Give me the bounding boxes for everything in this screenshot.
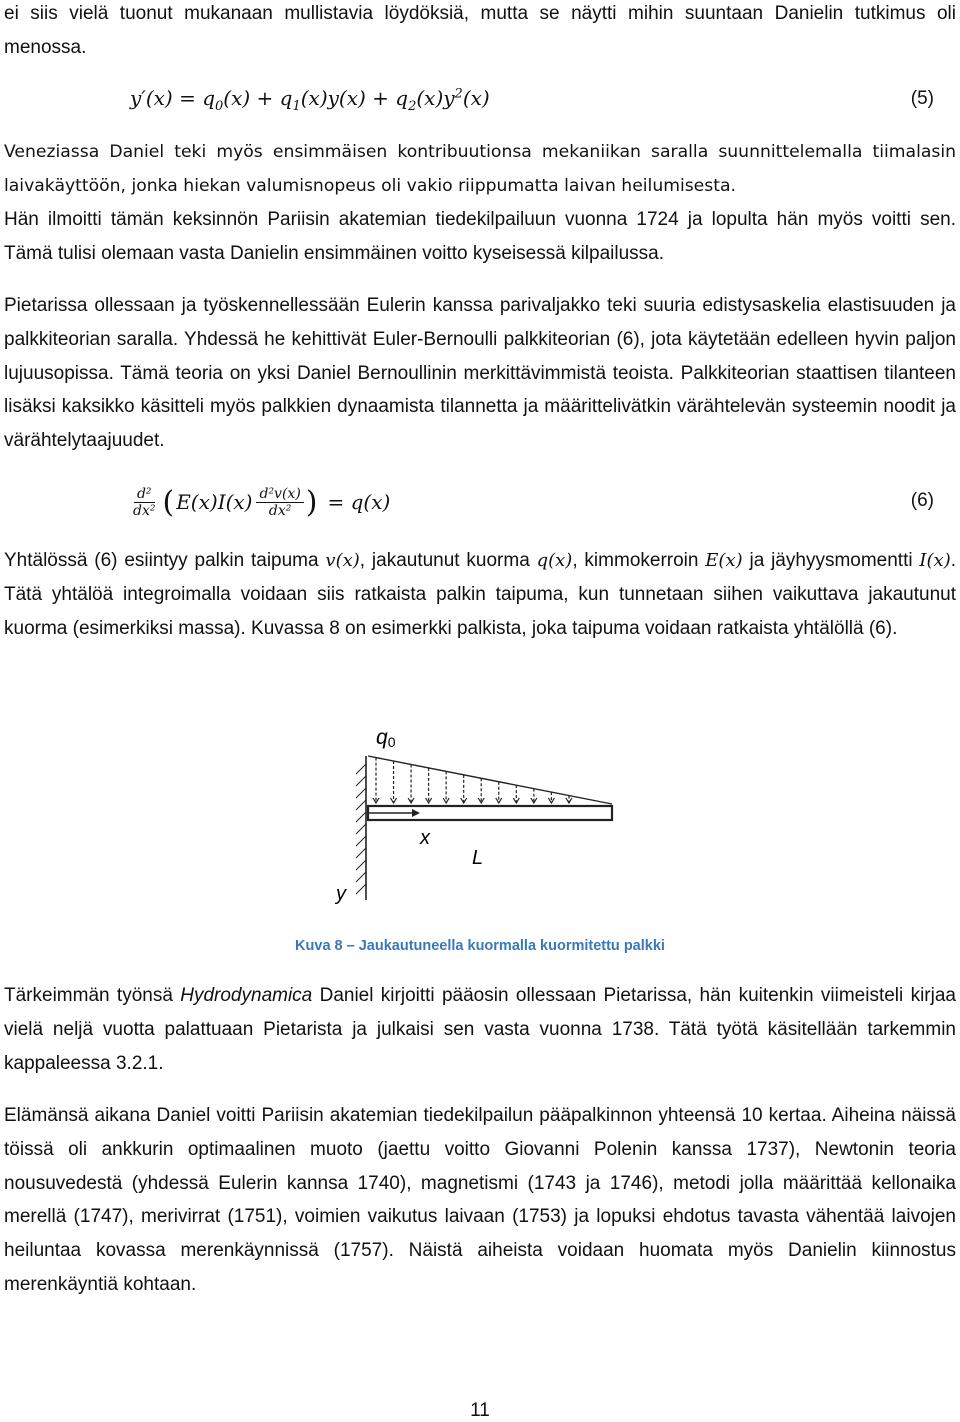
distributed-load-line bbox=[368, 756, 612, 804]
length-label: L bbox=[472, 847, 484, 869]
load-label: q0 bbox=[376, 726, 396, 750]
x-label: x bbox=[420, 827, 430, 849]
page-number: 11 bbox=[470, 1400, 490, 1421]
figure-caption: Kuva 8 – Jaukautuneella kuormalla kuormitettu palkki bbox=[295, 938, 665, 954]
equation-6-number: (6) bbox=[910, 490, 934, 511]
load-arrowhead bbox=[566, 798, 572, 803]
paragraph-venezia: Veneziassa Daniel teki myös ensimmäisen kontribuutionsa mekaniikan saralla suunnittelemalla tiimalasin laivakäyttöön, jonka hiekan valumisnopeus oli vakio riippumatta laivan heilumisesta. bbox=[4, 142, 956, 196]
paragraph-hydrodynamica: Tärkeimmän työnsä Hydrodynamica Daniel kirjoitti pääosin ollessaan Pietarissa, hän kuitenkin viimeisteli kirjaa vielä neljä vuotta palattuaan Pietarista ja julkaisi sen vasta vuonna 1738. Tätä työtä käsitellään tarkemmin kappaleessa 3.2.1. bbox=[4, 985, 956, 1074]
y-label: y bbox=[336, 883, 346, 905]
equation-5-number: (5) bbox=[910, 88, 934, 109]
paragraph-intro-continuation: ei siis vielä tuonut mukanaan mullistavia löydöksiä, mutta se näytti mihin suuntaan Danielin tutkimus oli menossa. bbox=[4, 3, 956, 58]
equation-6 bbox=[0, 478, 960, 528]
wall-hatching bbox=[356, 764, 366, 894]
equation-6-inner-fraction: $\frac{\text{d²v(x)}}{\text{dx²}}$ bbox=[256, 486, 303, 519]
equation-5-body: $y'(x) = q_0(x) + q_1(x)y(x) + q_2(x)y^2(x)$ bbox=[130, 86, 490, 114]
book-title: Hydrodynamica bbox=[180, 985, 313, 1006]
paragraph-pariisi-1724: Hän ilmoitti tämän keksinnön Pariisin akatemian tiedekilpailuun vuonna 1724 ja lopulta hän myös voitti sen. Tämä tulisi olemaan vasta Danielin ensimmäinen voitto kyseisessä kilpailussa. bbox=[4, 209, 956, 264]
paragraph-palkinnot: Elämänsä aikana Daniel voitti Pariisin akatemian tiedekilpailun pääpalkinnon yhteensä 10 kertaa. Aiheina näissä töissä oli ankkurin optimaalinen muoto (jaettu voitto Giovanni Polenin kanssa 1737), Newtonin teoria nousuvedestä (yhdessä Eulerin kannsa 1740), magnetismi (1743 ja 1746), metodi jolla määrittää kellonaika merellä (1747), merivirrat (1751), voimien vaikutus laivaan (1753) ja lopuksi ehdotus tavasta vähentää laivojen heiluntaa kovassa merenkäynnissä (1757). Näistä aiheista voidaan huomata myös Danielin kiinnostus merenkäyntiä kohtaan. bbox=[4, 1105, 956, 1295]
beam-figure bbox=[300, 720, 640, 920]
paragraph-pietari-euler: Pietarissa ollessaan ja työskennellessään Eulerin kanssa parivaljakko teki suuria edistysaskelia elastisuuden ja palkkiteorian saralla. Yhdessä he kehittivät Euler-Bernoulli palkkiteorian (6), jota käytetään edelleen hyvin paljon lujuusopissa. Tämä teoria on yksi Daniel Bernoullinin merkittävimmistä teoista. Palkkiteorian staattisen tilanteen lisäksi kaksikko käsitteli myös palkkien dynaamista tilannetta ja määrittelivätkin värähtelevän systeemin noodit ja värähtelytaajuudet. bbox=[4, 295, 956, 452]
equation-6-outer-fraction: $\frac{\text{d²}}{\text{dx²}}$ bbox=[133, 485, 156, 519]
paragraph-yhtalo-6: Yhtälössä (6) esiintyy palkin taipuma v(x), jakautunut kuorma q(x), kimmokerroin E(x) ja jäyhyysmomentti I(x). Tätä yhtälöä integroimalla voidaan siis ratkaista palkin taipuma, kun tunnetaan siihen vaikuttava jakautunut kuorma (esimerkiksi massa). Kuvassa 8 on esimerkki palkista, joka taipuma voidaan ratkaista yhtälöllä (6). bbox=[4, 550, 957, 639]
equation-6-body: $\frac{\text{d²}}{\text{dx²}}$ ( E(x)I(x) $\frac{\text{d²v(x)}}{\text{dx²}}$ ) = q(x) bbox=[130, 478, 390, 526]
distributed-load-arrows bbox=[373, 758, 572, 803]
equation-5 bbox=[0, 82, 960, 122]
